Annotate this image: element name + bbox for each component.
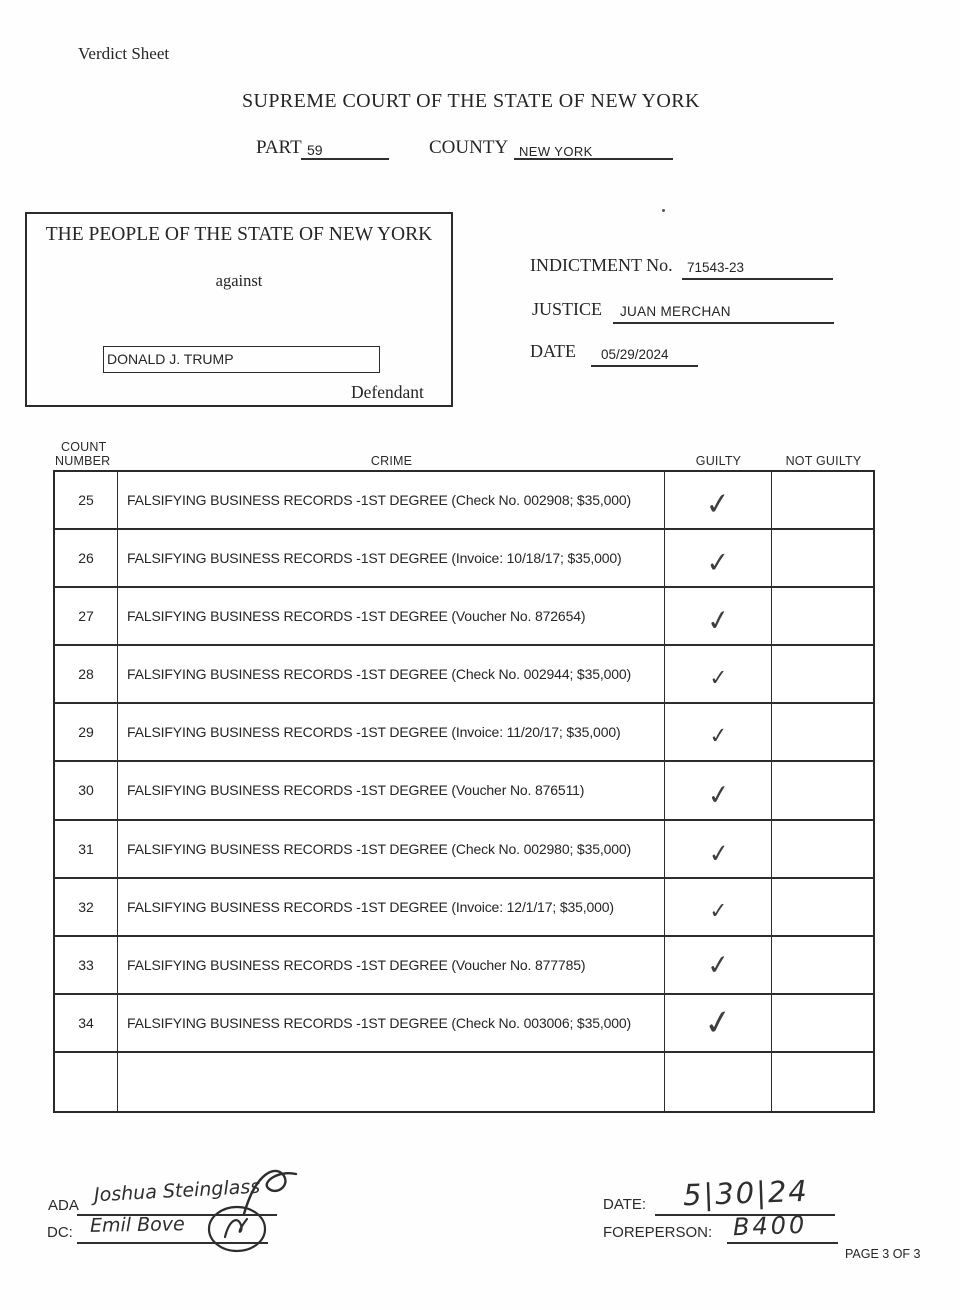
table-row-count-32 xyxy=(55,879,873,937)
guilty-checkmark: ✓ xyxy=(708,723,729,751)
ada-signature: Joshua Steinglass xyxy=(93,1175,261,1207)
crime-cell: FALSIFYING BUSINESS RECORDS -1ST DEGREE (Check No. 002908; $35,000) xyxy=(118,472,665,528)
guilty-cell xyxy=(665,762,772,818)
date-label: DATE xyxy=(530,341,576,361)
table-row-count-26 xyxy=(55,530,873,588)
count-cell: 26 xyxy=(55,530,118,586)
guilty-cell xyxy=(665,1053,772,1111)
not-guilty-checkmark xyxy=(822,669,823,679)
date-value: 05/29/2024 xyxy=(601,347,669,362)
not-guilty-checkmark xyxy=(822,553,823,563)
against-label: against xyxy=(215,271,263,290)
crime-cell: FALSIFYING BUSINESS RECORDS -1ST DEGREE (Voucher No. 872654) xyxy=(118,588,665,644)
crime-cell: FALSIFYING BUSINESS RECORDS -1ST DEGREE (Voucher No. 876511) xyxy=(118,762,665,818)
sheet-title: Verdict Sheet xyxy=(78,44,170,63)
not-guilty-cell xyxy=(772,588,873,644)
col-header-count-line2: NUMBER xyxy=(55,454,111,468)
guilty-checkmark: ✓ xyxy=(704,485,733,524)
not-guilty-cell xyxy=(772,821,873,877)
guilty-cell xyxy=(665,937,772,993)
guilty-checkmark: ✓ xyxy=(705,778,732,813)
guilty-cell xyxy=(665,588,772,644)
verdict-table xyxy=(53,470,875,1113)
crime-cell: FALSIFYING BUSINESS RECORDS -1ST DEGREE (Voucher No. 877785) xyxy=(118,937,665,993)
not-guilty-cell xyxy=(772,879,873,935)
table-row-count-27 xyxy=(55,588,873,646)
defendant-name-box: DONALD J. TRUMP xyxy=(103,346,380,373)
not-guilty-cell xyxy=(772,646,873,702)
crime-cell: FALSIFYING BUSINESS RECORDS -1ST DEGREE (Check No. 002980; $35,000) xyxy=(118,821,665,877)
plaintiff-name: THE PEOPLE OF THE STATE OF NEW YORK xyxy=(45,224,433,245)
table-row-count-34 xyxy=(55,995,873,1053)
not-guilty-checkmark xyxy=(822,611,824,621)
county-label: COUNTY xyxy=(429,137,509,158)
justice-label: JUSTICE xyxy=(532,299,603,319)
guilty-checkmark: ✓ xyxy=(705,545,732,580)
guilty-cell xyxy=(665,530,772,586)
foreperson-line xyxy=(727,1242,838,1244)
guilty-cell xyxy=(665,472,772,528)
page-number: PAGE 3 OF 3 xyxy=(845,1247,921,1261)
crime-cell xyxy=(118,1053,665,1111)
justice-name: JUAN MERCHAN xyxy=(620,304,731,319)
crime-cell: FALSIFYING BUSINESS RECORDS -1ST DEGREE (Check No. 003006; $35,000) xyxy=(118,995,665,1051)
col-header-crime: CRIME xyxy=(370,454,413,468)
part-label: PART xyxy=(256,137,302,158)
defendant-label: Defendant xyxy=(351,382,424,402)
court-title: SUPREME COURT OF THE STATE OF NEW YORK xyxy=(242,90,700,112)
footer-date-label: DATE: xyxy=(603,1196,647,1213)
date-underline xyxy=(591,365,698,367)
indictment-number: 71543-23 xyxy=(687,260,745,275)
guilty-checkmark: ✓ xyxy=(704,602,733,639)
guilty-cell xyxy=(665,995,772,1051)
crime-cell: FALSIFYING BUSINESS RECORDS -1ST DEGREE (Invoice: 11/20/17; $35,000) xyxy=(118,704,665,760)
justice-underline xyxy=(613,322,834,324)
guilty-cell xyxy=(665,646,772,702)
guilty-checkmark: ✓ xyxy=(708,665,729,692)
ada-label: ADA xyxy=(48,1197,79,1214)
table-row-count-25 xyxy=(55,472,873,530)
guilty-checkmark: ✓ xyxy=(700,1000,736,1045)
dc-signature: Emil Bove xyxy=(89,1213,185,1237)
foreperson-handwritten: B400 xyxy=(732,1210,808,1242)
table-row-empty xyxy=(55,1053,873,1111)
not-guilty-checkmark xyxy=(822,902,823,912)
not-guilty-cell xyxy=(772,937,873,993)
guilty-cell xyxy=(665,704,772,760)
guilty-checkmark: ✓ xyxy=(708,898,729,925)
table-row-count-29 xyxy=(55,704,873,762)
not-guilty-checkmark xyxy=(822,727,823,737)
count-cell: 33 xyxy=(55,937,118,993)
not-guilty-cell xyxy=(772,472,873,528)
not-guilty-cell xyxy=(772,762,873,818)
col-header-count-line1: COUNT xyxy=(61,440,107,454)
count-cell: 34 xyxy=(55,995,118,1051)
count-cell: 30 xyxy=(55,762,118,818)
table-row-count-28 xyxy=(55,646,873,704)
count-cell: 27 xyxy=(55,588,118,644)
case-caption-box xyxy=(25,212,453,407)
county-underline xyxy=(514,158,673,160)
ink-speck xyxy=(662,209,665,212)
crime-cell: FALSIFYING BUSINESS RECORDS -1ST DEGREE (Check No. 002944; $35,000) xyxy=(118,646,665,702)
dc-initials-circle xyxy=(203,1203,271,1255)
col-header-guilty: GUILTY xyxy=(695,454,742,468)
table-row-count-33 xyxy=(55,937,873,995)
part-underline xyxy=(301,158,389,160)
dc-label: DC: xyxy=(47,1224,73,1241)
guilty-checkmark: ✓ xyxy=(706,838,731,870)
not-guilty-cell xyxy=(772,1053,873,1111)
count-cell xyxy=(55,1053,118,1111)
col-header-not-guilty: NOT GUILTY xyxy=(785,454,862,468)
not-guilty-cell xyxy=(772,704,873,760)
not-guilty-checkmark xyxy=(822,786,823,796)
guilty-cell xyxy=(665,879,772,935)
indictment-label: INDICTMENT No. xyxy=(530,255,673,275)
crime-cell: FALSIFYING BUSINESS RECORDS -1ST DEGREE (Invoice: 10/18/17; $35,000) xyxy=(118,530,665,586)
count-cell: 25 xyxy=(55,472,118,528)
count-cell: 31 xyxy=(55,821,118,877)
indictment-underline xyxy=(682,278,833,280)
not-guilty-checkmark xyxy=(822,844,823,854)
crime-cell: FALSIFYING BUSINESS RECORDS -1ST DEGREE (Invoice: 12/1/17; $35,000) xyxy=(118,879,665,935)
part-value: 59 xyxy=(307,142,323,158)
footer-date-handwritten: 5|30|24 xyxy=(682,1173,810,1213)
foreperson-label: FOREPERSON: xyxy=(603,1224,713,1241)
guilty-checkmark: ✓ xyxy=(705,949,731,983)
count-cell: 28 xyxy=(55,646,118,702)
not-guilty-checkmark xyxy=(822,495,823,505)
not-guilty-cell xyxy=(772,995,873,1051)
table-row-count-30 xyxy=(55,762,873,820)
table-row-count-31 xyxy=(55,821,873,879)
guilty-cell xyxy=(665,821,772,877)
not-guilty-cell xyxy=(772,530,873,586)
county-value: NEW YORK xyxy=(519,144,593,159)
count-cell: 29 xyxy=(55,704,118,760)
count-cell: 32 xyxy=(55,879,118,935)
